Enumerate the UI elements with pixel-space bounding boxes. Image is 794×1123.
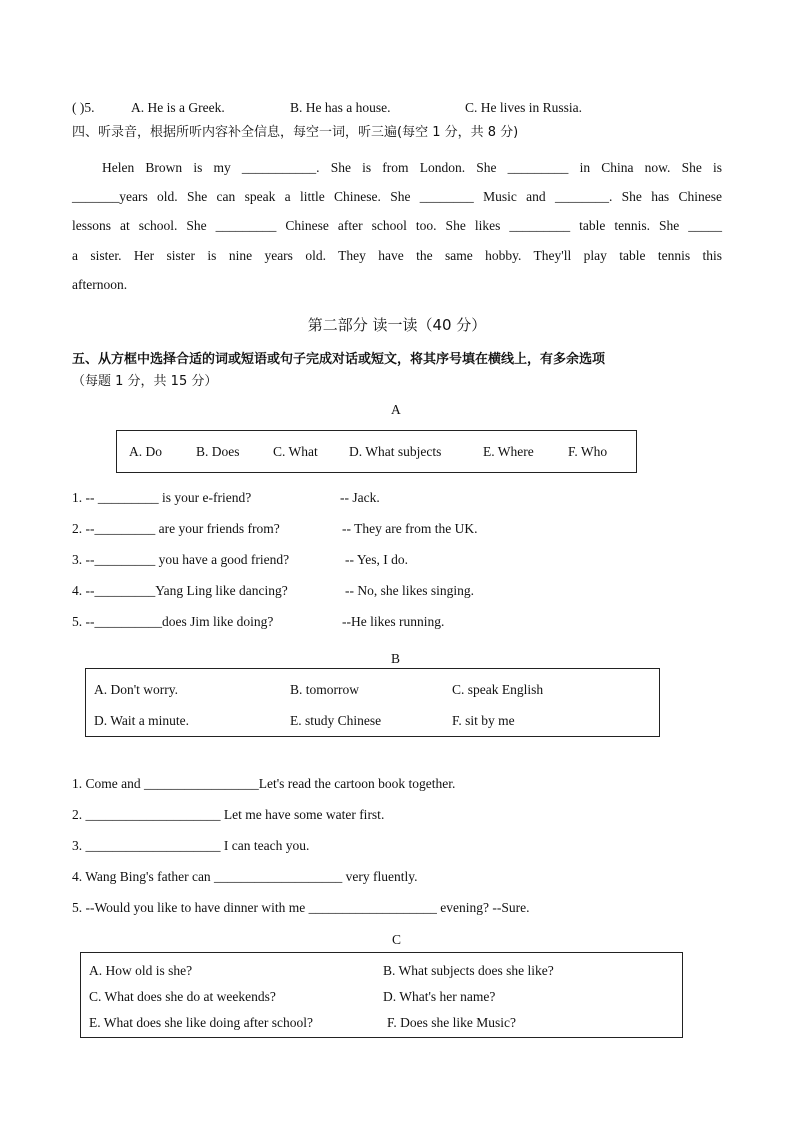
part-b-question-2: 2. ____________________ Let me have some water first. xyxy=(72,807,385,822)
part-b-option-a: A. Don't worry. xyxy=(94,682,179,697)
part-a-question-1: 1. -- _________ is your e-friend? xyxy=(72,490,252,505)
part-a-question-4: 4. --_________Yang Ling like dancing? xyxy=(72,583,288,598)
part-b-question-3: 3. ____________________ I can teach you. xyxy=(72,838,310,853)
section4-line-3: lessons at school. She _________ Chinese after school too. She likes _________ table tennis. She _____ xyxy=(72,218,722,233)
section5-heading-line2: （每题 1 分，共 15 分） xyxy=(72,374,218,389)
part-a-answer-3: -- Yes, I do. xyxy=(345,552,409,567)
part-a-option-box xyxy=(116,430,637,473)
part-c-label: C xyxy=(392,932,402,947)
part-b-option-b: B. tomorrow xyxy=(290,682,359,697)
part-b-option-box xyxy=(85,668,660,737)
part-c-option-e: E. What does she like doing after school? xyxy=(89,1015,313,1030)
part-a-option-f: F. Who xyxy=(568,444,608,459)
part-c-option-f: F. Does she like Music? xyxy=(387,1015,517,1030)
part-b-option-d: D. Wait a minute. xyxy=(94,713,190,728)
part-a-option-c: C. What xyxy=(273,444,318,459)
prev-item-option-c: C. He lives in Russia. xyxy=(465,100,582,115)
part-a-question-5: 5. --__________does Jim like doing? xyxy=(72,614,274,629)
section4-line-1: Helen Brown is my ___________. She is from London. She _________ in China now. She is xyxy=(102,160,722,175)
prev-item-number: ( )5. xyxy=(72,100,95,115)
section4-line-5: afternoon. xyxy=(72,277,128,292)
part-a-question-3: 3. --_________ you have a good friend? xyxy=(72,552,290,567)
part-a-option-e: E. Where xyxy=(483,444,534,459)
part-b-question-5: 5. --Would you like to have dinner with me ___________________ evening? --Sure. xyxy=(72,900,530,915)
part-a-answer-2: -- They are from the UK. xyxy=(342,521,478,536)
part-a-option-a: A. Do xyxy=(129,444,162,459)
part-b-label: B xyxy=(391,651,401,666)
part-c-option-c: C. What does she do at weekends? xyxy=(89,989,276,1004)
section4-line-2: _______years old. She can speak a little Chinese. She ________ Music and ________. She has Chinese xyxy=(72,189,722,204)
part-a-option-d: D. What subjects xyxy=(349,444,442,459)
part-b-option-f: F. sit by me xyxy=(452,713,515,728)
part2-title: 第二部分 读一读（40 分） xyxy=(307,316,487,334)
part-c-option-box xyxy=(80,952,683,1038)
prev-item-option-a: A. He is a Greek. xyxy=(131,100,225,115)
part-c-option-b: B. What subjects does she like? xyxy=(383,963,554,978)
prev-item-option-b: B. He has a house. xyxy=(290,100,391,115)
part-c-option-a: A. How old is she? xyxy=(89,963,193,978)
part-a-question-2: 2. --_________ are your friends from? xyxy=(72,521,280,536)
part-a-option-b: B. Does xyxy=(196,444,240,459)
part-c-option-d: D. What's her name? xyxy=(383,989,496,1004)
part-a-answer-1: -- Jack. xyxy=(340,490,380,505)
part-a-label: A xyxy=(391,402,401,417)
section4-heading: 四、听录音，根据所听内容补全信息，每空一词，听三遍(每空 1 分，共 8 分) xyxy=(72,125,519,140)
part-b-question-1: 1. Come and _________________Let's read the cartoon book together. xyxy=(72,776,456,791)
part-b-option-e: E. study Chinese xyxy=(290,713,382,728)
part-b-option-c: C. speak English xyxy=(452,682,544,697)
part-b-question-4: 4. Wang Bing's father can ___________________ very fluently. xyxy=(72,869,418,884)
section4-line-4: a sister. Her sister is nine years old. They have the same hobby. They'll play table tennis this xyxy=(72,248,722,263)
part-a-answer-4: -- No, she likes singing. xyxy=(345,583,474,598)
part-a-answer-5: --He likes running. xyxy=(342,614,445,629)
section5-heading-line1: 五、从方框中选择合适的词或短语或句子完成对话或短文，将其序号填在横线上，有多余选项 xyxy=(72,352,606,367)
